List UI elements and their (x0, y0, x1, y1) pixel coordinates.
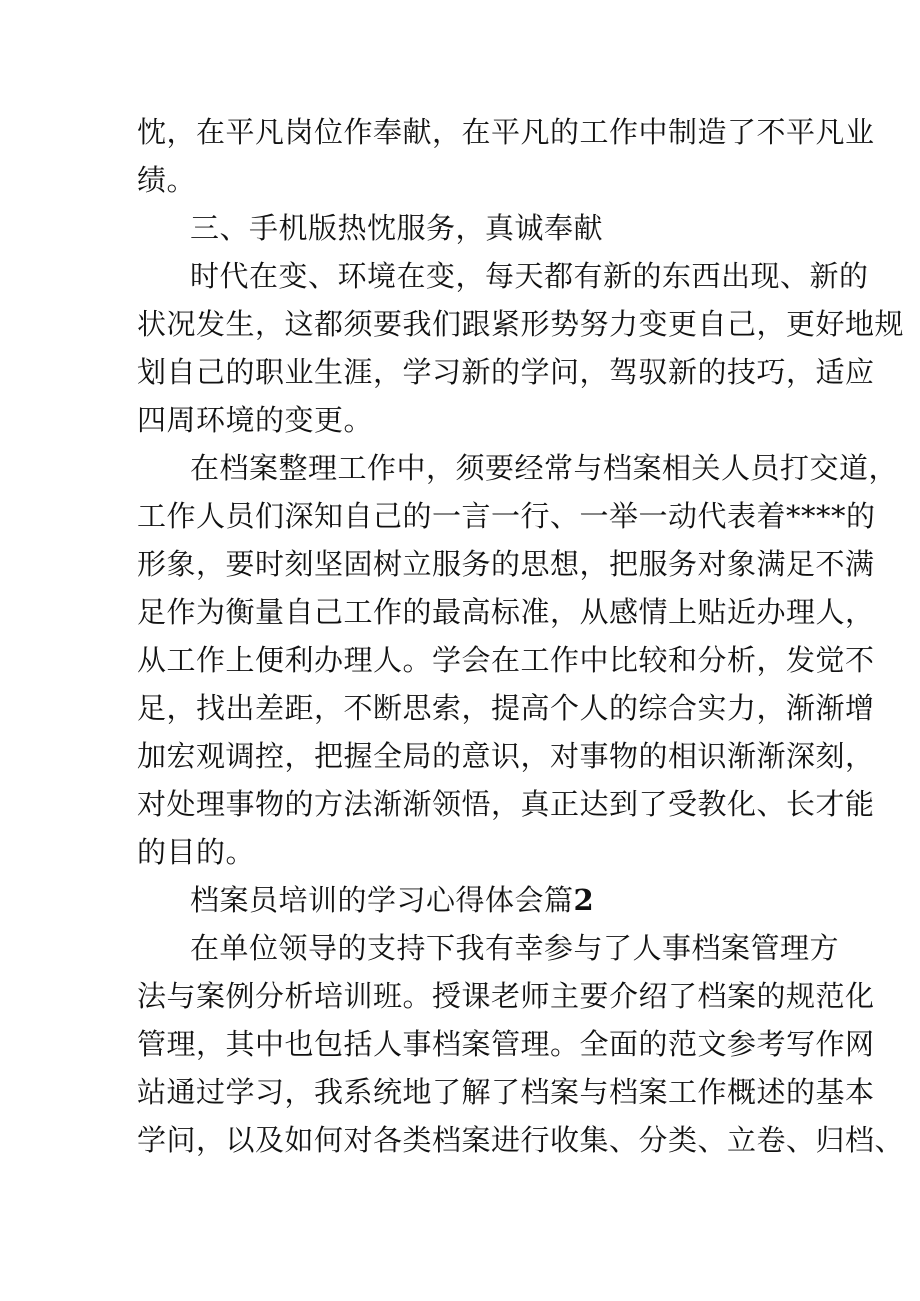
text-line: 法与案例分析培训班。授课老师主要介绍了档案的规范化 (137, 979, 875, 1013)
text-line: 时代在变、环境在变，每天都有新的东西出现、新的 (190, 259, 869, 293)
section-heading: 三、手机版热忱服务，真诚奉献 (190, 211, 604, 245)
text-line: 足作为衡量自己工作的最高标准，从感情上贴近办理人， (137, 595, 875, 629)
text-line: 在档案整理工作中，须要经常与档案相关人员打交道， (190, 451, 899, 485)
text-line: 对处理事物的方法渐渐领悟，真正达到了受教化、长才能 (137, 787, 875, 821)
text-line: 加宏观调控，把握全局的意识，对事物的相识渐渐深刻， (137, 739, 875, 773)
text-line: 从工作上便利办理人。学会在工作中比较和分析，发觉不 (137, 643, 875, 677)
text-line: 状况发生，这都须要我们跟紧形势努力变更自己，更好地规 (137, 307, 905, 341)
text-line: 足，找出差距，不断思索，提高个人的综合实力，渐渐增 (137, 691, 875, 725)
text-line: 的目的。 (137, 835, 256, 869)
text-line: 四周环境的变更。 (137, 403, 374, 437)
section-title (190, 882, 594, 918)
section-title-text: 档案员培训的学习心得体会篇 (190, 883, 574, 917)
text-line: 划自己的职业生涯，学习新的学问，驾驭新的技巧，适应 (137, 355, 875, 389)
text-line: 忱，在平凡岗位作奉献，在平凡的工作中制造了不平凡业 (137, 115, 875, 149)
text-line: 形象，要时刻坚固树立服务的思想，把服务对象满足不满 (137, 547, 875, 581)
text-line: 工作人员们深知自己的一言一行、一举一动代表着****的 (137, 499, 876, 533)
text-line: 学问，以及如何对各类档案进行收集、分类、立卷、归档、 (137, 1123, 905, 1157)
text-line: 站通过学习，我系统地了解了档案与档案工作概述的基本 (137, 1075, 875, 1109)
text-line: 在单位领导的支持下我有幸参与了人事档案管理方 (190, 931, 840, 965)
text-line: 管理，其中也包括人事档案管理。全面的范文参考写作网 (137, 1027, 875, 1061)
section-number: 2 (573, 883, 595, 917)
text-line: 绩。 (137, 163, 197, 197)
